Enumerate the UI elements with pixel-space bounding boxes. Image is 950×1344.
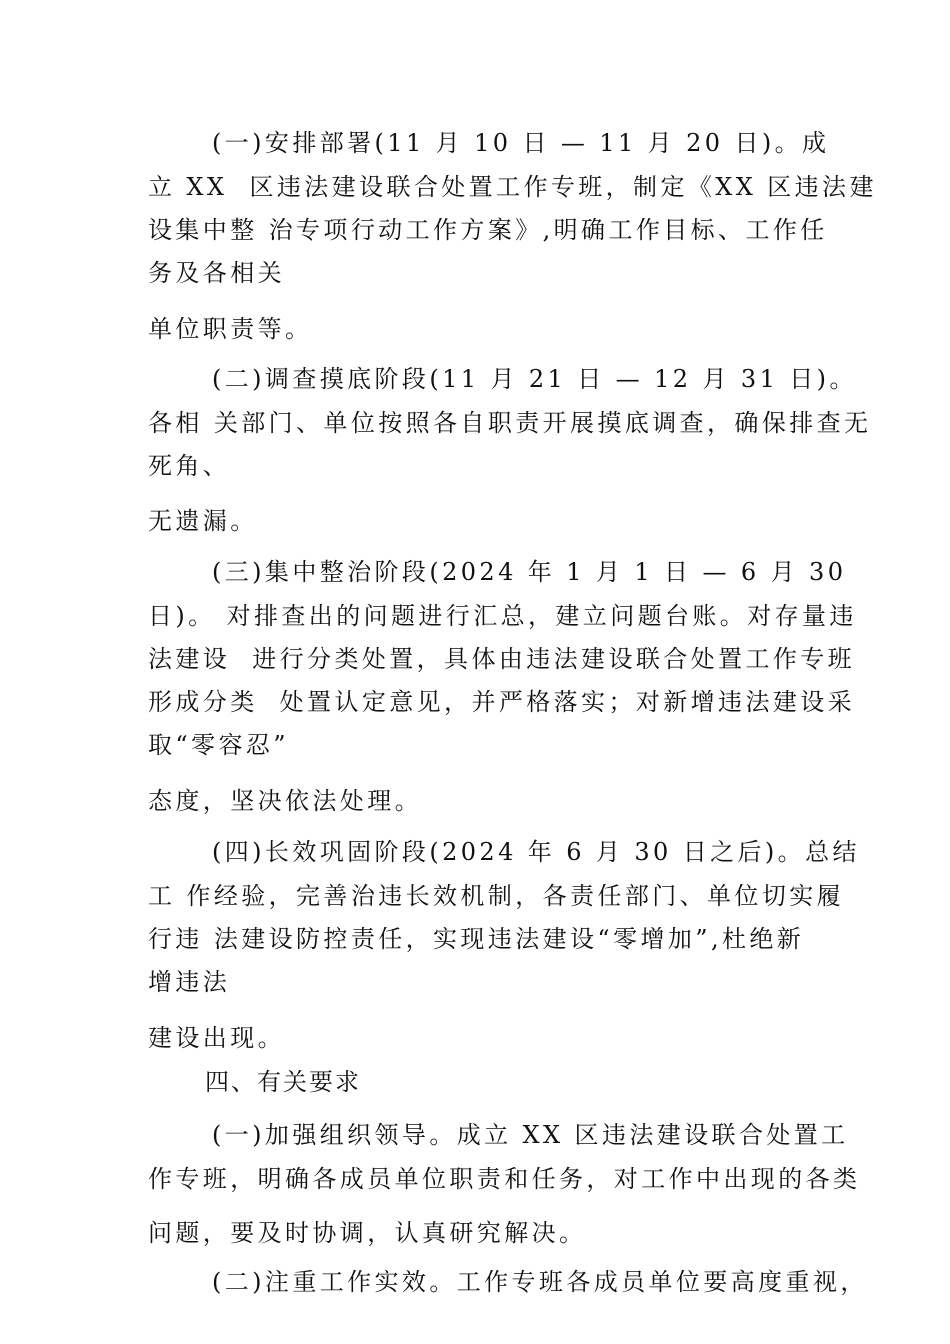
paragraph-line: 无遗漏。: [148, 507, 258, 535]
paragraph-line: (四)长效巩固阶段(2024 年 6 月 30 日之后)。总结: [212, 838, 860, 866]
paragraph-line: 工 作经验，完善治违长效机制，各责任部门、单位切实履: [148, 882, 845, 910]
paragraph-line: 设集中整 治专项行动工作方案》,明确工作目标、工作任: [148, 216, 828, 244]
paragraph-line: (三)集中整治阶段(2024 年 1 月 1 日 — 6 月 30: [212, 558, 847, 586]
paragraph-line: 问题，要及时协调，认真研究解决。: [148, 1219, 587, 1247]
paragraph-line: 行违 法建设防控责任，实现违法建设“零增加”,杜绝新: [148, 925, 805, 953]
paragraph-line: (一)加强组织领导。成立 XX 区违法建设联合处置工: [212, 1121, 849, 1149]
paragraph-line: 单位职责等。: [148, 315, 313, 343]
paragraph-line: 务及各相关: [148, 259, 285, 287]
paragraph-line: 形成分类 处置认定意见，并严格落实；对新增违法建设采: [148, 688, 856, 716]
paragraph-line: 增违法: [148, 968, 231, 996]
paragraph-line: (一)安排部署(11 月 10 日 — 11 月 20 日)。成: [212, 129, 830, 157]
paragraph-line: 死角、: [148, 452, 231, 480]
paragraph-line: 态度，坚决依法处理。: [148, 787, 422, 815]
paragraph-line: 日)。 对排查出的问题进行汇总，建立问题台账。对存量违: [148, 602, 857, 630]
paragraph-line: 作专班，明确各成员单位职责和任务，对工作中出现的各类: [148, 1165, 861, 1193]
paragraph-line: (二)调查摸底阶段(11 月 21 日 — 12 月 31 日)。: [212, 365, 857, 393]
section-heading: 四、有关要求: [205, 1068, 361, 1096]
paragraph-line: (二)注重工作实效。工作专班各成员单位要高度重视，: [212, 1268, 868, 1296]
paragraph-line: 法建设 进行分类处置，具体由违法建设联合处置工作专班: [148, 645, 856, 673]
paragraph-line: 立 XX 区违法建设联合处置工作专班，制定《XX 区违法建: [148, 173, 877, 201]
paragraph-line: 取“零容忍”: [148, 731, 289, 759]
paragraph-line: 各相 关部门、单位按照各自职责开展摸底调查，确保排查无: [148, 409, 872, 437]
paragraph-line: 建设出现。: [148, 1024, 285, 1052]
